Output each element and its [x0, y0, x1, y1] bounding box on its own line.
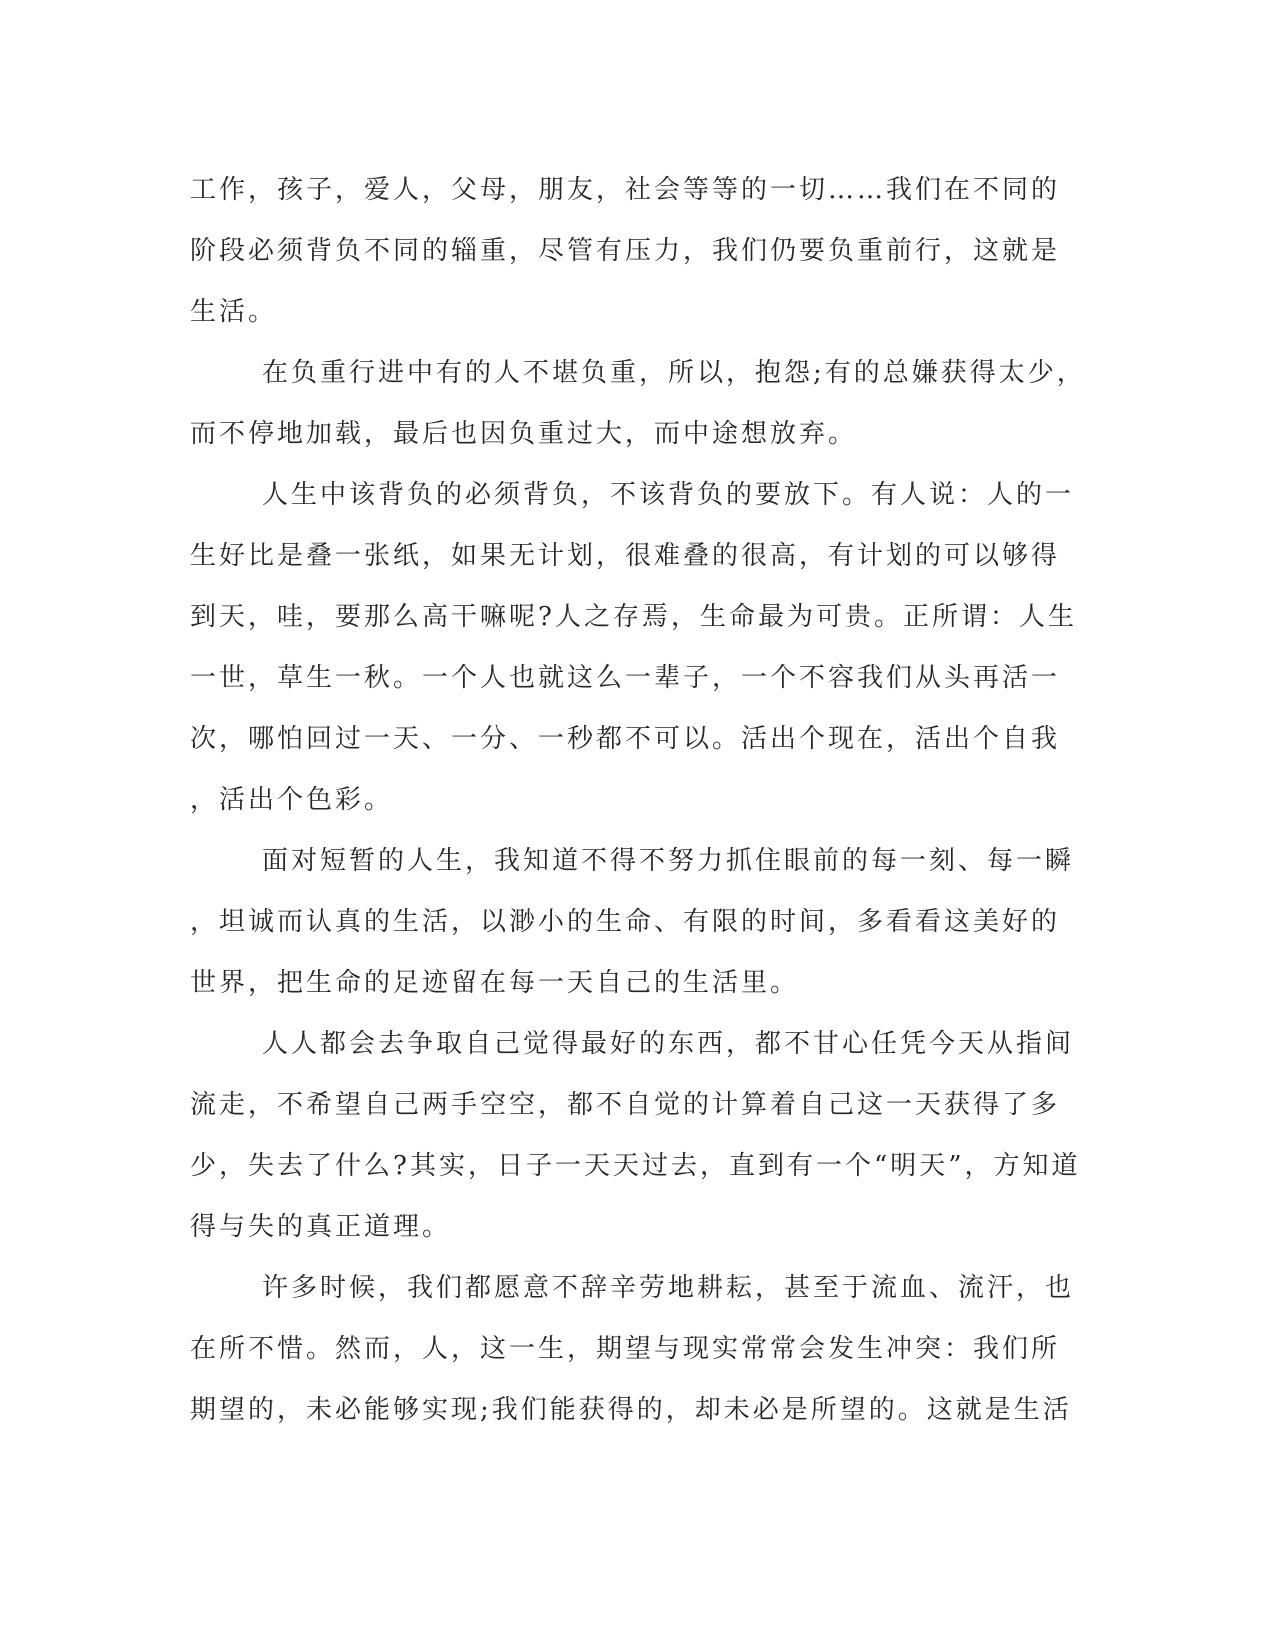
text-line: 生活。	[190, 297, 278, 327]
text-line: ，活出个色彩。	[190, 785, 394, 815]
paragraph-start-line: 人生中该背负的必须背负，不该背负的要放下。有人说：人的一	[262, 480, 1075, 510]
text-line: 世界，把生命的足迹留在每一天自己的生活里。	[190, 968, 800, 998]
paragraph-start-line: 人人都会去争取自己觉得最好的东西，都不甘心任凭今天从指间	[262, 1029, 1075, 1059]
text-line: 次，哪怕回过一天、一分、一秒都不可以。活出个现在，活出个自我	[190, 724, 1061, 754]
text-line: 工作，孩子，爱人，父母，朋友，社会等等的一切……我们在不同的	[190, 175, 1061, 205]
text-line: 一世，草生一秋。一个人也就这么一辈子，一个不容我们从头再活一	[190, 663, 1061, 693]
text-line: 而不停地加载，最后也因负重过大，而中途想放弃。	[190, 419, 858, 449]
text-line: 得与失的真正道理。	[190, 1212, 452, 1242]
text-line: 少，失去了什么?其实，日子一天天过去，直到有一个“明天”，方知道	[190, 1151, 1081, 1181]
text-line: 期望的，未必能够实现;我们能获得的，却未必是所望的。这就是生活	[190, 1395, 1072, 1425]
paragraph-start-line: 许多时候，我们都愿意不辞辛劳地耕耘，甚至于流血、流汗，也	[262, 1273, 1075, 1303]
body-text	[190, 160, 1090, 1441]
text-line: ，坦诚而认真的生活，以渺小的生命、有限的时间，多看看这美好的	[190, 907, 1061, 937]
text-line: 阶段必须背负不同的辎重，尽管有压力，我们仍要负重前行，这就是	[190, 236, 1061, 266]
text-line: 到天，哇，要那么高干嘛呢?人之存焉，生命最为可贵。正所谓：人生	[190, 602, 1077, 632]
text-line: 生好比是叠一张纸，如果无计划，很难叠的很高，有计划的可以够得	[190, 541, 1061, 571]
paragraph-start-line: 在负重行进中有的人不堪负重，所以，抱怨;有的总嫌获得太少，	[262, 358, 1086, 388]
text-line: 在所不惜。然而，人，这一生，期望与现实常常会发生冲突：我们所	[190, 1334, 1061, 1364]
text-line: 流走，不希望自己两手空空，都不自觉的计算着自己这一天获得了多	[190, 1090, 1061, 1120]
paragraph-start-line: 面对短暂的人生，我知道不得不努力抓住眼前的每一刻、每一瞬	[262, 846, 1075, 876]
